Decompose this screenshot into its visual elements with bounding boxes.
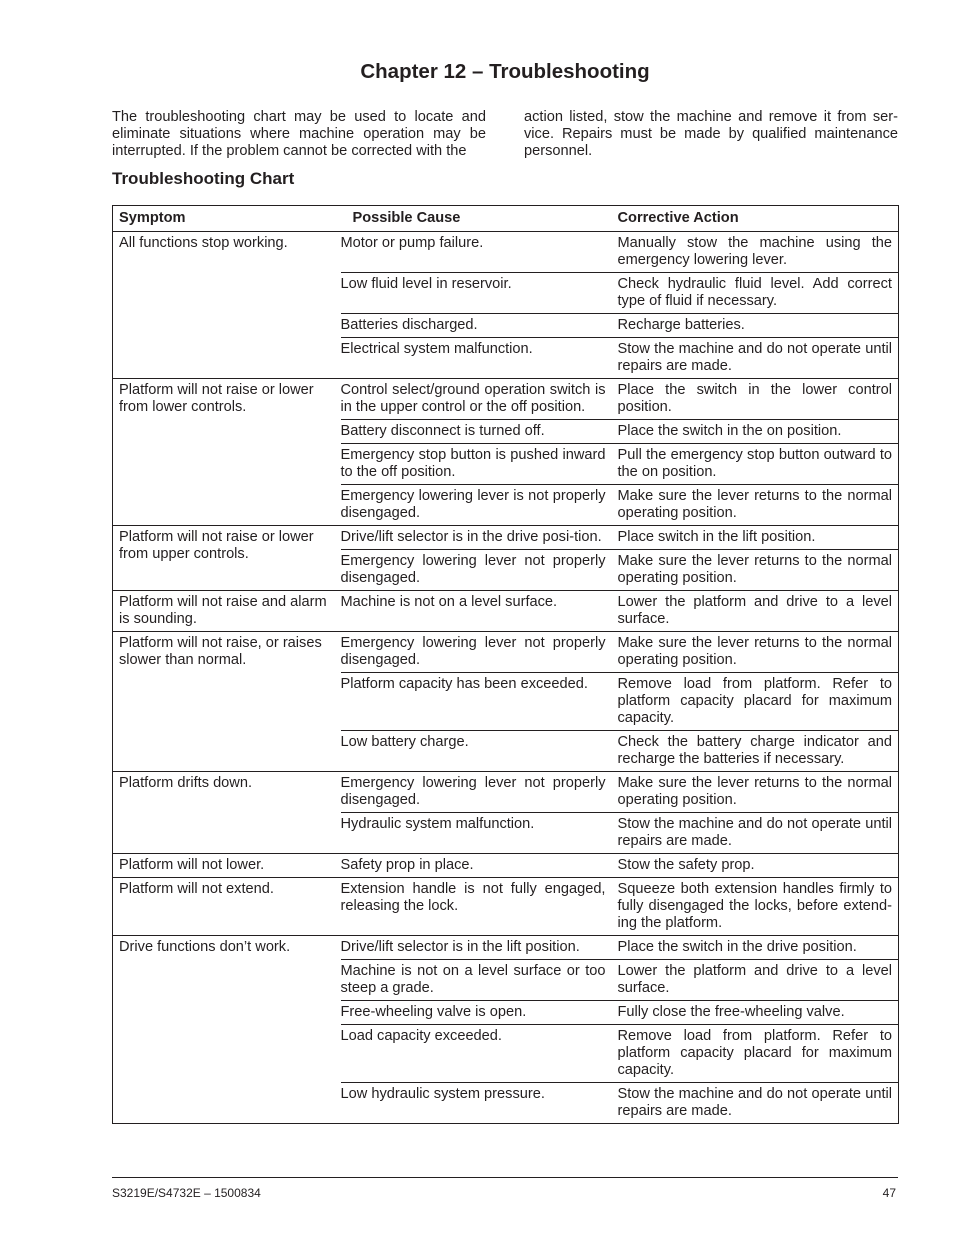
corrective-action-cell: Stow the safety prop.: [612, 854, 899, 878]
corrective-action-cell: Make sure the lever returns to the normal operating position.: [612, 772, 899, 813]
possible-cause-cell: Safety prop in place.: [341, 854, 612, 878]
corrective-action-cell: Recharge batteries.: [612, 314, 899, 338]
table-body: [113, 232, 899, 1124]
table-row: [113, 878, 899, 936]
possible-cause-cell: Control select/ground operation switch is in the upper control or the off position.: [341, 379, 612, 420]
symptom-cell: Platform will not extend.: [113, 878, 341, 936]
table-row: [113, 632, 899, 673]
possible-cause-cell: Hydraulic system malfunction.: [341, 813, 612, 854]
table-row: [113, 232, 899, 273]
footer-doc-id: S3219E/S4732E – 1500834: [112, 1186, 261, 1200]
possible-cause-cell: Load capacity exceeded.: [341, 1025, 612, 1083]
corrective-action-cell: Stow the machine and do not operate until repairs are made.: [612, 338, 899, 379]
possible-cause-cell: Low battery charge.: [341, 731, 612, 772]
possible-cause-cell: Battery disconnect is turned off.: [341, 420, 612, 444]
corrective-action-cell: Remove load from platform. Refer to platform capacity placard for maximum capacity.: [612, 1025, 899, 1083]
corrective-action-cell: Stow the machine and do not operate until repairs are made.: [612, 1083, 899, 1124]
possible-cause-cell: Electrical system malfunction.: [341, 338, 612, 379]
possible-cause-cell: Batteries discharged.: [341, 314, 612, 338]
corrective-action-cell: Stow the machine and do not operate until repairs are made.: [612, 813, 899, 854]
possible-cause-cell: Low fluid level in reservoir.: [341, 273, 612, 314]
troubleshooting-table: [112, 205, 899, 1124]
possible-cause-cell: Emergency stop button is pushed inward to the off position.: [341, 444, 612, 485]
corrective-action-cell: Lower the platform and drive to a level surface.: [612, 960, 899, 1001]
table-row: [113, 854, 899, 878]
table-row: [113, 526, 899, 550]
symptom-cell: Platform will not lower.: [113, 854, 341, 878]
corrective-action-cell: Check hydraulic fluid level. Add correct type of fluid if necessary.: [612, 273, 899, 314]
symptom-cell: All functions stop working.: [113, 232, 341, 379]
table-row: [113, 591, 899, 632]
header-corrective-action: Corrective Action: [612, 206, 899, 232]
corrective-action-cell: Place switch in the lift position.: [612, 526, 899, 550]
symptom-cell: Platform will not raise or lower from upper controls.: [113, 526, 341, 591]
possible-cause-cell: Free-wheeling valve is open.: [341, 1001, 612, 1025]
possible-cause-cell: Emergency lowering lever not properly disengaged.: [341, 772, 612, 813]
footer-rule: [112, 1177, 898, 1178]
possible-cause-cell: Machine is not on a level surface or too steep a grade.: [341, 960, 612, 1001]
corrective-action-cell: Make sure the lever returns to the normal operating position.: [612, 632, 899, 673]
corrective-action-cell: Check the battery charge indicator and recharge the batteries if necessary.: [612, 731, 899, 772]
possible-cause-cell: Emergency lowering lever not properly disengaged.: [341, 632, 612, 673]
table-header-row: [113, 206, 899, 232]
corrective-action-cell: Pull the emergency stop button outward to the on position.: [612, 444, 899, 485]
corrective-action-cell: Remove load from platform. Refer to platform capacity placard for maximum capacity.: [612, 673, 899, 731]
corrective-action-cell: Place the switch in the lower control position.: [612, 379, 899, 420]
header-symptom: Symptom: [113, 206, 341, 232]
corrective-action-cell: Make sure the lever returns to the normal operating position.: [612, 550, 899, 591]
possible-cause-cell: Platform capacity has been exceeded.: [341, 673, 612, 731]
table-row: [113, 379, 899, 420]
possible-cause-cell: Motor or pump failure.: [341, 232, 612, 273]
corrective-action-cell: Fully close the free-wheeling valve.: [612, 1001, 899, 1025]
corrective-action-cell: Place the switch in the on position.: [612, 420, 899, 444]
possible-cause-cell: Low hydraulic system pressure.: [341, 1083, 612, 1124]
corrective-action-cell: Make sure the lever returns to the normal operating position.: [612, 485, 899, 526]
table-row: [113, 772, 899, 813]
possible-cause-cell: Extension handle is not fully engaged, releasing the lock.: [341, 878, 612, 936]
possible-cause-cell: Drive/lift selector is in the lift position.: [341, 936, 612, 960]
table-row: [113, 936, 899, 960]
header-possible-cause: Possible Cause: [341, 206, 612, 232]
symptom-cell: Platform drifts down.: [113, 772, 341, 854]
symptom-cell: Platform will not raise or lower from lower controls.: [113, 379, 341, 526]
corrective-action-cell: Manually stow the machine using the emergency lowering lever.: [612, 232, 899, 273]
intro-text-right: action listed, stow the machine and remove it from ser-vice. Repairs must be made by qualified maintenance personnel.: [524, 109, 898, 159]
footer-page-number: 47: [882, 1186, 896, 1200]
corrective-action-cell: Squeeze both extension handles firmly to fully disengaged the locks, before extend-ing the platform.: [612, 878, 899, 936]
corrective-action-cell: Lower the platform and drive to a level surface.: [612, 591, 899, 632]
possible-cause-cell: Drive/lift selector is in the drive posi-tion.: [341, 526, 612, 550]
corrective-action-cell: Place the switch in the drive position.: [612, 936, 899, 960]
possible-cause-cell: Emergency lowering lever not properly disengaged.: [341, 550, 612, 591]
symptom-cell: Drive functions don’t work.: [113, 936, 341, 1124]
intro-text-left: The troubleshooting chart may be used to locate and eliminate situations where machine operation may be interrupted. If the problem cannot be corrected with the: [112, 109, 486, 159]
chapter-title: Chapter 12 – Troubleshooting: [360, 60, 650, 83]
symptom-cell: Platform will not raise, or raises slower than normal.: [113, 632, 341, 772]
possible-cause-cell: Machine is not on a level surface.: [341, 591, 612, 632]
possible-cause-cell: Emergency lowering lever is not properly disengaged.: [341, 485, 612, 526]
section-title: Troubleshooting Chart: [112, 169, 295, 188]
symptom-cell: Platform will not raise and alarm is sounding.: [113, 591, 341, 632]
